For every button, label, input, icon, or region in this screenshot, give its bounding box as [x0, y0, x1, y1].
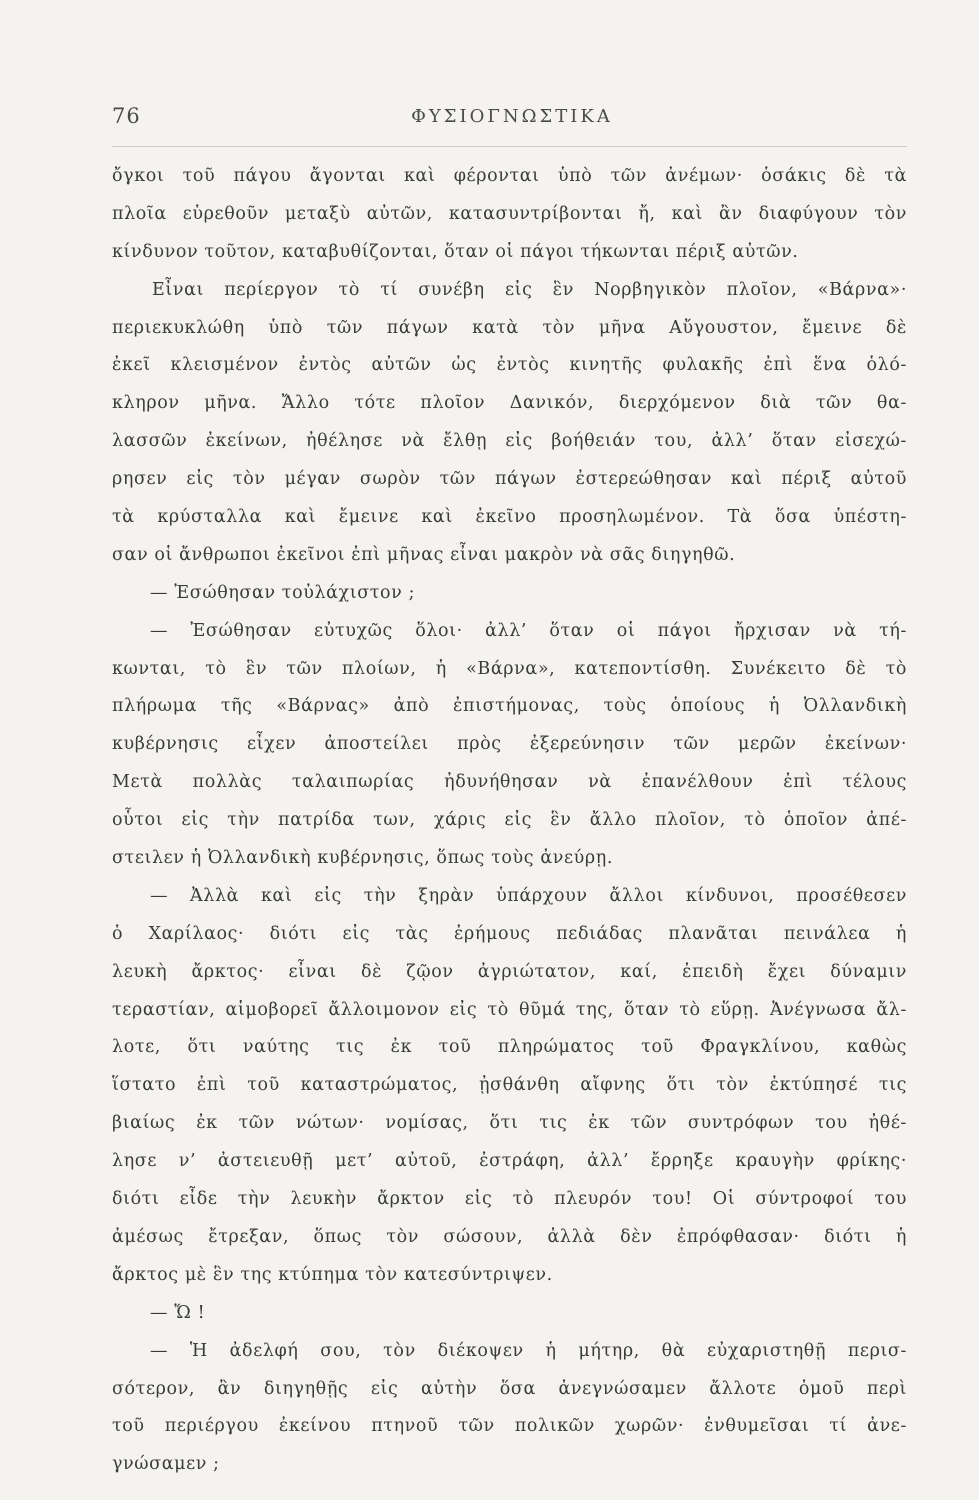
text-line: βιαίως ἐκ τῶν νώτων· νομίσας, ὅτι τις ἐκ τῶν συντρόφων του ἠθέ-	[112, 1113, 907, 1134]
text-line: στειλεν ἡ Ὀλλανδικὴ κυβέρνησις, ὅπως τοὺς ἀνεύρῃ.	[112, 848, 614, 869]
text-line: τὰ κρύσταλλα καὶ ἔμεινε καὶ ἐκεῖνο προσηλωμένον. Τὰ ὅσα ὑπέστη-	[112, 507, 907, 528]
text-line: οὗτοι εἰς τὴν πατρίδα των, χάρις εἰς ἓν ἄλλο πλοῖον, τὸ ὁποῖον ἀπέ-	[112, 810, 907, 831]
text-line: — Ἀλλὰ καὶ εἰς τὴν ξηρὰν ὑπάρχουν ἄλλοι κίνδυνοι, προσέθεσεν	[150, 885, 907, 906]
text-line: ὁ Χαρίλαος· διότι εἰς τὰς ἐρήμους πεδιάδας πλανᾶται πεινάλεα ἡ	[112, 923, 907, 944]
running-title: ΦΥΣΙΟΓΝΩΣΤΙΚΑ	[411, 106, 613, 127]
text-line: κυβέρνησις εἶχεν ἀποστείλει πρὸς ἐξερεύνησιν τῶν μερῶν ἐκείνων·	[112, 734, 907, 755]
text-line: γνώσαμεν ;	[112, 1454, 220, 1475]
text-line: ἄρκτος μὲ ἓν της κτύπημα τὸν κατεσύντριψεν.	[112, 1264, 553, 1285]
text-line: — Ἐσώθησαν εὐτυχῶς ὅλοι· ἀλλ’ ὅταν οἱ πάγοι ἤρχισαν νὰ τή-	[150, 620, 907, 641]
text-line: ἵστατο ἐπὶ τοῦ καταστρώματος, ᾐσθάνθη αἴφνης ὅτι τὸν ἐκτύπησέ τις	[112, 1075, 907, 1096]
text-line: πλοῖα εὑρεθοῦν μεταξὺ αὐτῶν, κατασυντρίβονται ἤ, καὶ ἂν διαφύγουν τὸν	[112, 203, 907, 224]
text-line: περιεκυκλώθη ὑπὸ τῶν πάγων κατὰ τὸν μῆνα Αὔγουστον, ἔμεινε δὲ	[112, 317, 907, 338]
text-line: λησε ν’ ἀστειευθῇ μετ’ αὐτοῦ, ἐστράφη, ἀλλ’ ἔρρηξε κραυγὴν φρίκης·	[112, 1151, 907, 1172]
text-line: ἐκεῖ κλεισμένον ἐντὸς αὐτῶν ὡς ἐντὸς κινητῆς φυλακῆς ἐπὶ ἕνα ὁλό-	[112, 355, 907, 376]
body-text	[112, 158, 907, 1475]
text-line: ὄγκοι τοῦ πάγου ἄγονται καὶ φέρονται ὑπὸ τῶν ἀνέμων· ὁσάκις δὲ τὰ	[112, 166, 907, 186]
text-line: σότερον, ἂν διηγηθῇς εἰς αὐτὴν ὅσα ἀνεγνώσαμεν ἄλλοτε ὁμοῦ περὶ	[112, 1378, 907, 1399]
text-line: Μετὰ πολλὰς ταλαιπωρίας ἠδυνήθησαν νὰ ἐπανέλθουν ἐπὶ τέλους	[112, 772, 907, 793]
text-line: — Ἡ ἀδελφή σου, τὸν διέκοψεν ἡ μήτηρ, θὰ εὐχαριστηθῇ περισ-	[150, 1340, 907, 1361]
text-line: κωνται, τὸ ἓν τῶν πλοίων, ἡ «Βάρνα», κατεποντίσθη. Συνέκειτο δὲ τὸ	[112, 658, 907, 679]
text-line: τεραστίαν, αἱμοβορεῖ ἄλλοιμονον εἰς τὸ θῦμά της, ὅταν τὸ εὕρῃ. Ἀνέγνωσα ἄλ-	[112, 999, 907, 1020]
text-line: ρησεν εἰς τὸν μέγαν σωρὸν τῶν πάγων ἐστερεώθησαν καὶ πέριξ αὐτοῦ	[112, 469, 907, 490]
text-line: λευκὴ ἄρκτος· εἶναι δὲ ζῷον ἀγριώτατον, καί, ἐπειδὴ ἔχει δύναμιν	[112, 961, 907, 982]
text-line: κληρον μῆνα. Ἄλλο τότε πλοῖον Δανικόν, διερχόμενον διὰ τῶν θα-	[112, 393, 907, 414]
text-line: τοῦ περιέργου ἐκείνου πτηνοῦ τῶν πολικῶν χωρῶν· ἐνθυμεῖσαι τί ἀνε-	[112, 1416, 907, 1437]
text-line: — Ἐσώθησαν τοὐλάχιστον ;	[150, 582, 416, 603]
page-header	[112, 100, 912, 136]
text-line: Εἶναι περίεργον τὸ τί συνέβη εἰς ἓν Νορβηγικὸν πλοῖον, «Βάρνα»·	[152, 279, 907, 300]
text-line: διότι εἶδε τὴν λευκὴν ἄρκτον εἰς τὸ πλευρόν του! Οἱ σύντροφοί του	[112, 1189, 907, 1210]
text-line: ἀμέσως ἔτρεξαν, ὅπως τὸν σώσουν, ἀλλὰ δὲν ἐπρόφθασαν· διότι ἡ	[112, 1226, 907, 1247]
page-number: 76	[112, 104, 141, 128]
text-line: πλήρωμα τῆς «Βάρνας» ἀπὸ ἐπιστήμονας, τοὺς ὁποίους ἡ Ὀλλανδικὴ	[112, 696, 907, 717]
text-line: σαν οἱ ἄνθρωποι ἐκεῖνοι ἐπὶ μῆνας εἶναι μακρὸν νὰ σᾶς διηγηθῶ.	[112, 544, 736, 565]
text-line: — Ὤ !	[150, 1302, 206, 1323]
header-rule	[112, 146, 907, 147]
text-line: λοτε, ὅτι ναύτης τις ἐκ τοῦ πληρώματος τοῦ Φραγκλίνου, καθὼς	[112, 1037, 907, 1058]
text-line: κίνδυνον τοῦτον, καταβυθίζονται, ὅταν οἱ πάγοι τήκωνται πέριξ αὐτῶν.	[112, 241, 799, 262]
text-line: λασσῶν ἐκείνων, ἠθέλησε νὰ ἔλθῃ εἰς βοήθειάν του, ἀλλ’ ὅταν εἰσεχώ-	[112, 431, 907, 452]
